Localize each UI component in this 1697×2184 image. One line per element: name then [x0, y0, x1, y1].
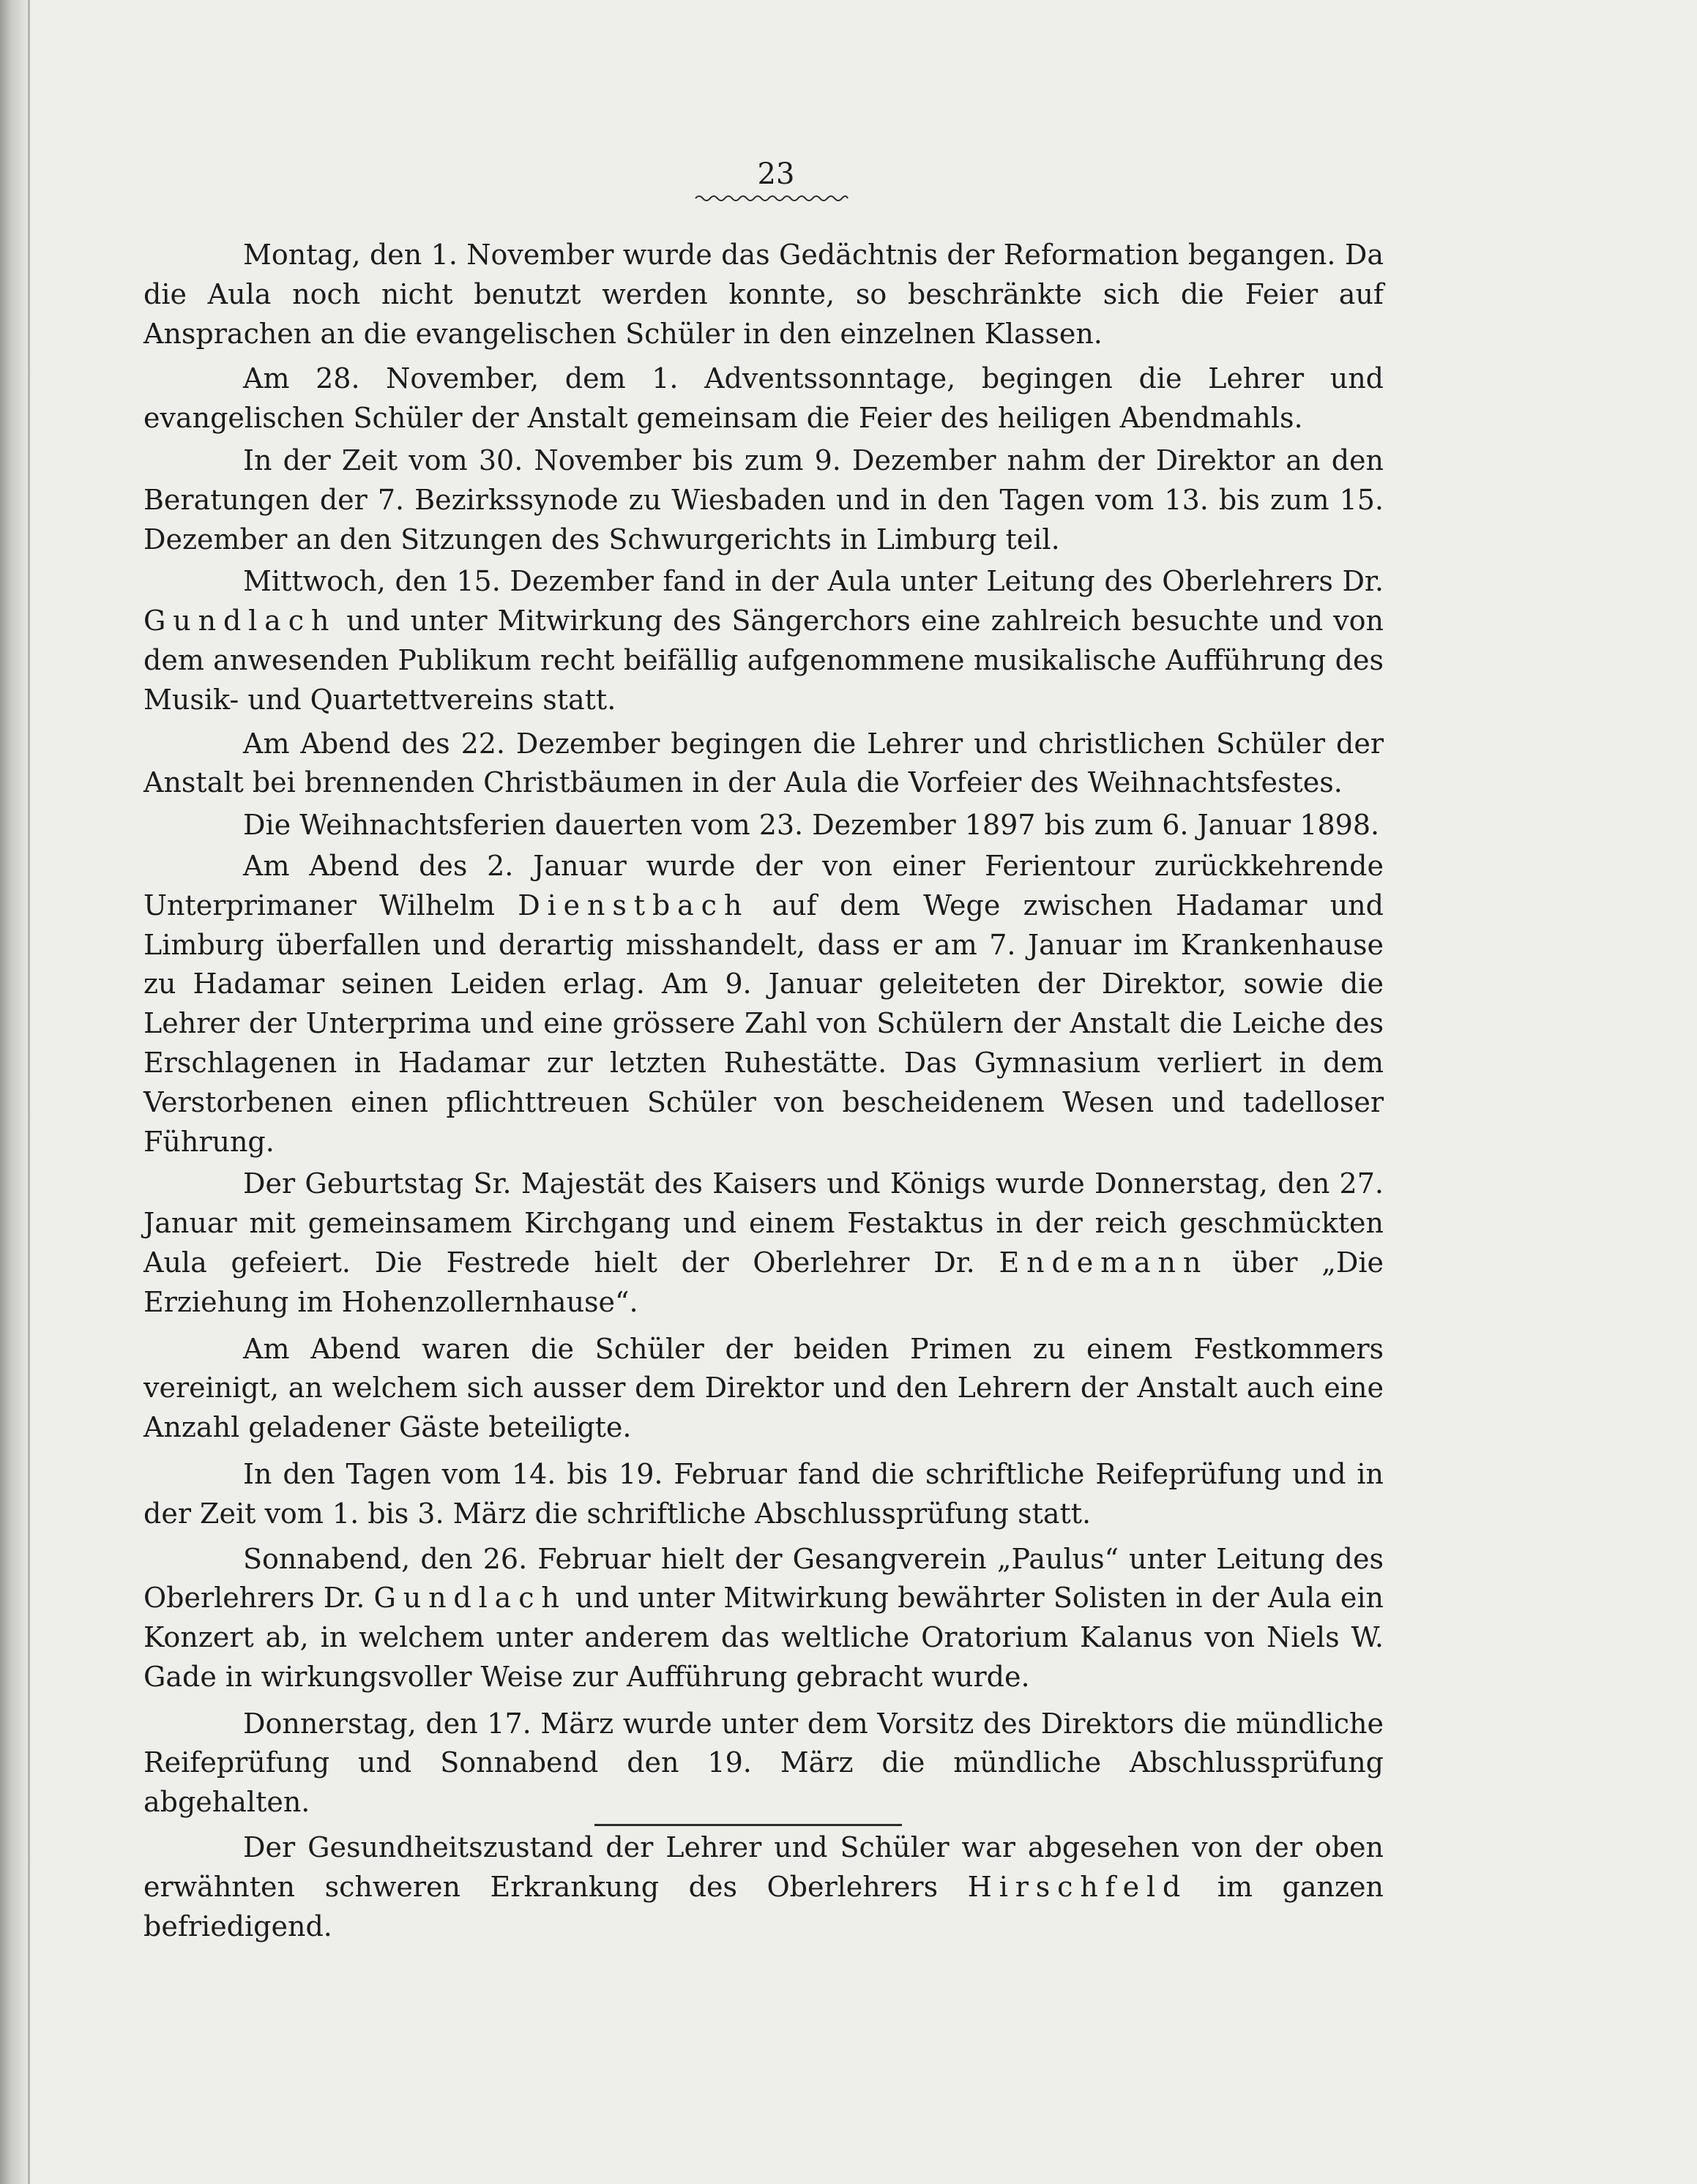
person-name: Hirschfeld [967, 1870, 1188, 1903]
paragraph-synod: In der Zeit vom 30. November bis zum 9. Dezember nahm der Direktor an den Beratungen der 7. Bezirkssynode zu Wiesbaden und in den Tagen vom 13. bis zum 15. Dezember an den Sitzungen des Schwurgerichts in Limburg teil. [143, 444, 1384, 556]
paragraph-oral-exams: Donnerstag, den 17. März wurde unter dem Vorsitz des Direktors die mündliche Reifeprüfung und Sonnabend den 19. März die mündliche Abschlussprüfung abgehalten. [143, 1707, 1384, 1819]
paragraph-concert-december [143, 562, 1384, 719]
text-span: und unter Mitwirkung des Sängerchors eine zahlreich besuchte und von dem anwesenden Publikum recht beifällig aufgenommene musikalische Aufführung des Musik- und Quartettvereins statt. [143, 605, 1384, 716]
person-name: Gundlach [373, 1582, 567, 1615]
person-name: Endemann [999, 1246, 1209, 1279]
paragraph-student-death [143, 847, 1384, 1162]
text-span: Sonnabend, den 26. Februar hielt der Gesangverein „Paulus“ unter Leitung des Oberlehrers Dr. [143, 1542, 1384, 1615]
paragraph-emperor-birthday [143, 1164, 1384, 1322]
text-span: im ganzen befriedigend. [143, 1870, 1384, 1942]
person-name: Dienstbach [518, 889, 750, 921]
paragraph-christmas-eve: Am Abend des 22. Dezember begingen die Lehrer und christlichen Schüler der Anstalt bei brennenden Christbäumen in der Aula die Vorfeier des Weihnachtsfestes. [143, 727, 1384, 799]
text-span: Der Geburtstag Sr. Majestät des Kaisers und Königs wurde Donnerstag, den 27. Januar mit gemeinsamem Kirchgang und einem Festaktus in der reich geschmückten Aula gefeiert. Die Festrede hielt der Oberlehrer Dr. [143, 1167, 1384, 1279]
page-number: 23 [757, 157, 795, 191]
paragraph-advent: Am 28. November, dem 1. Adventssonntage, begingen die Lehrer und evangelischen Schüler der Anstalt gemeinsam die Feier des heiligen Abendmahls. [143, 362, 1384, 435]
paragraph-health [143, 1828, 1384, 1946]
text-span: Mittwoch, den 15. Dezember fand in der Aula unter Leitung des Oberlehrers Dr. [243, 565, 1384, 598]
person-name: Gundlach [143, 605, 337, 637]
paragraph-holidays: Die Weihnachtsferien dauerten vom 23. Dezember 1897 bis zum 6. Januar 1898. [243, 809, 1380, 842]
text-span: Der Gesundheitszustand der Lehrer und Schüler war abgesehen von der oben erwähnten schweren Erkrankung des Oberlehrers [143, 1831, 1384, 1903]
chronicle-text [143, 236, 1384, 1946]
text-span: Am Abend des 2. Januar wurde der von einer Ferientour zurückkehrende Unterprimaner Wilhelm [143, 849, 1384, 921]
paragraph-paulus-concert [143, 1540, 1384, 1697]
paragraph-festkommers: Am Abend waren die Schüler der beiden Primen zu einem Festkommers vereinigt, an welchem sich ausser dem Direktor und den Lehrern der Anstalt auch eine Anzahl geladener Gäste beteiligte. [143, 1332, 1384, 1444]
wavy-ornament [694, 192, 849, 204]
text-span: über „Die Erziehung im Hohenzollernhause“. [143, 1246, 1384, 1318]
text-span: und unter Mitwirkung bewährter Solisten in der Aula ein Konzert ab, in welchem unter anderem das weltliche Oratorium Kalanus von Niels W. Gade in wirkungsvoller Weise zur Aufführung gebracht wurde. [143, 1582, 1384, 1693]
text-span: auf dem Wege zwischen Hadamar und Limburg überfallen und derartig misshandelt, dass er am 7. Januar im Krankenhause zu Hadamar seinen Leiden erlag. Am 9. Januar geleiteten der Direktor, sowie die Lehrer der Unterprima und eine grössere Zahl von Schülern der Anstalt die Leiche des Erschlagenen in Hadamar zur letzten Ruhestätte. Das Gymnasium verliert in dem Verstorbenen einen pflichttreuen Schüler von bescheidenem Wesen und tadelloser Führung. [143, 889, 1384, 1158]
binding-shadow [0, 0, 28, 2184]
end-rule [594, 1824, 902, 1826]
paragraph-reformation: Montag, den 1. November wurde das Gedächtnis der Reformation begangen. Da die Aula noch nicht benutzt werden konnte, so beschränkte sich die Feier auf Ansprachen an die evangelischen Schüler in den einzelnen Klassen. [143, 239, 1384, 350]
paragraph-written-exams: In den Tagen vom 14. bis 19. Februar fand die schriftliche Reifeprüfung und in der Zeit vom 1. bis 3. März die schriftliche Abschlussprüfung statt. [143, 1457, 1384, 1530]
binding-edge [28, 0, 30, 2184]
